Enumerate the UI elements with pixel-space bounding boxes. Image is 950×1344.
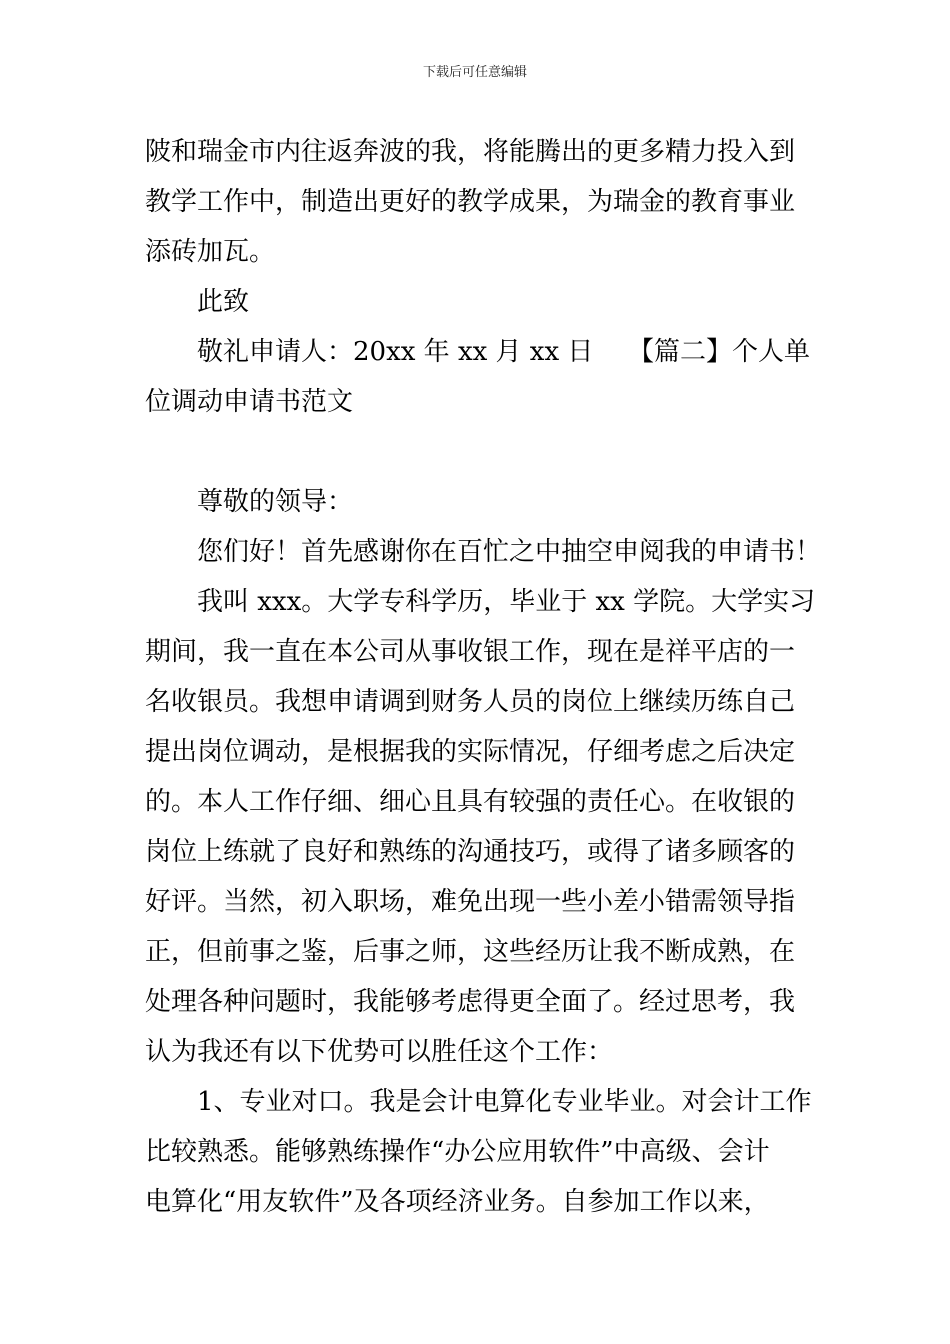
text-line: 正，但前事之鉴，后事之师，这些经历让我不断成熟，在 xyxy=(145,937,796,967)
text-line: 提出岗位调动，是根据我的实际情况，仔细考虑之后决定 xyxy=(145,737,796,767)
text-line: 认为我还有以下优势可以胜任这个工作： xyxy=(145,1037,614,1067)
text-line: 您们好！首先感谢你在百忙之中抽空申阅我的申请书！ xyxy=(197,537,822,567)
closing-salutation: 此致 xyxy=(197,287,250,317)
text-line: 处理各种问题时，我能够考虑得更全面了。经过思考，我 xyxy=(145,987,796,1017)
greeting: 尊敬的领导： xyxy=(197,487,354,517)
text-line: 名收银员。我想申请调到财务人员的岗位上继续历练自己 xyxy=(145,687,796,717)
text-line: 好评。当然，初入职场，难免出现一些小差小错需领导指 xyxy=(145,887,796,917)
text-line: 我叫 xxx。大学专科学历，毕业于 xx 学院。大学实习 xyxy=(197,587,816,617)
section-heading: 【篇二】个人单 xyxy=(627,337,810,367)
blank-line xyxy=(145,427,810,477)
signature-line xyxy=(145,327,810,377)
text-line: 岗位上练就了良好和熟练的沟通技巧，或得了诸多顾客的 xyxy=(145,837,796,867)
text-line: 陂和瑞金市内往返奔波的我，将能腾出的更多精力投入到 xyxy=(145,137,796,167)
text-line: 期间，我一直在本公司从事收银工作，现在是祥平店的一 xyxy=(145,637,796,667)
text-line: 教学工作中，制造出更好的教学成果，为瑞金的教育事业 xyxy=(145,187,796,217)
applicant-date: 敬礼申请人：20xx 年 xx 月 xx 日 xyxy=(197,337,594,367)
document-body xyxy=(145,127,822,1227)
text-line: 比较熟悉。能够熟练操作“办公应用软件”中高级、会计 xyxy=(145,1137,770,1167)
text-line: 1、专业对口。我是会计电算化专业毕业。对会计工作 xyxy=(197,1087,812,1117)
text-line: 添砖加瓦。 xyxy=(145,237,276,267)
text-line: 的。本人工作仔细、细心且具有较强的责任心。在收银的 xyxy=(145,787,796,817)
section-heading-continued: 位调动申请书范文 xyxy=(145,387,354,417)
page-header: 下载后可任意编辑 xyxy=(422,65,527,80)
text-line: 电算化“用友软件”及各项经济业务。自参加工作以来， xyxy=(145,1187,770,1217)
